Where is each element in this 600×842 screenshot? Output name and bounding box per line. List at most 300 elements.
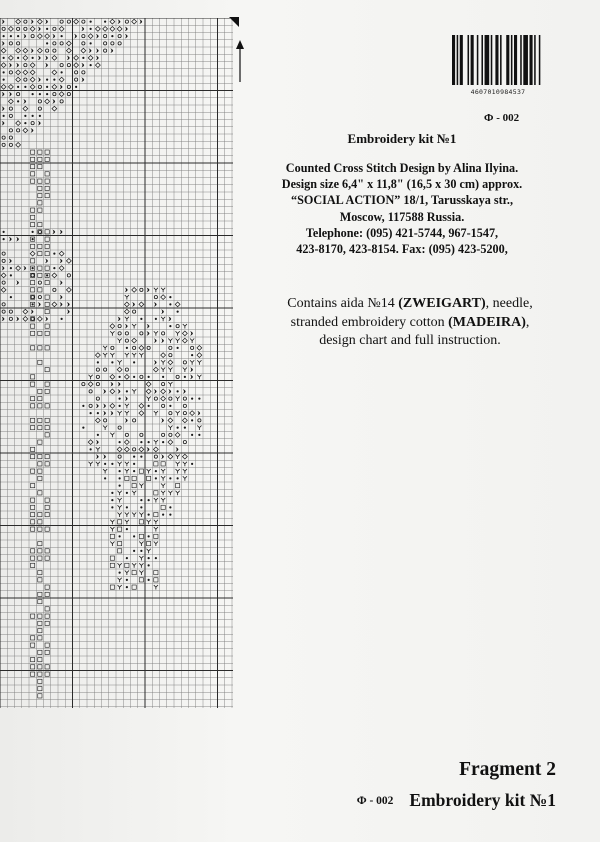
chart-stitch-symbol <box>90 28 92 30</box>
chart-stitch-symbol <box>118 549 122 553</box>
chart-stitch-symbol <box>1 287 6 292</box>
chart-stitch-symbol <box>155 477 157 479</box>
chart-stitch-symbol <box>9 136 12 139</box>
chart-stitch-symbol <box>110 374 115 379</box>
chart-stitch-symbol <box>46 274 48 276</box>
chart-stitch-symbol <box>2 92 5 97</box>
chart-stitch-symbol <box>31 35 34 38</box>
chart-stitch-symbol <box>45 672 49 676</box>
chart-stitch-symbol <box>52 55 57 60</box>
chart-stitch-symbol <box>176 462 180 466</box>
chart-stitch-symbol <box>32 57 34 59</box>
chart-stitch-symbol <box>60 280 63 285</box>
chart-stitch-symbol <box>88 34 93 39</box>
chart-stitch-symbol <box>139 345 144 350</box>
chart-stitch-symbol <box>191 398 193 400</box>
chart-stitch-symbol <box>2 316 5 321</box>
chart-stitch-symbol <box>3 57 5 59</box>
contents-text: Contains aida №14 <box>287 296 399 311</box>
chart-stitch-symbol <box>154 571 158 575</box>
chart-stitch-symbol <box>176 325 179 328</box>
chart-stitch-symbol <box>154 520 158 524</box>
chart-stitch-symbol <box>96 34 99 39</box>
chart-stitch-symbol <box>16 77 21 82</box>
chart-stitch-symbol <box>183 404 186 407</box>
chart-stitch-symbol <box>110 563 114 567</box>
chart-stitch-symbol <box>38 55 41 60</box>
chart-stitch-symbol <box>2 259 5 262</box>
chart-stitch-symbol <box>3 231 5 233</box>
barcode-bar <box>495 35 498 85</box>
chart-stitch-symbol <box>126 557 128 559</box>
chart-stitch-symbol <box>139 19 142 24</box>
chart-stitch-symbol <box>23 34 26 39</box>
chart-stitch-symbol <box>17 129 20 132</box>
chart-stitch-symbol <box>52 34 55 39</box>
chart-stitch-symbol <box>74 55 79 60</box>
chart-stitch-symbol <box>96 48 99 53</box>
contents-line <box>252 314 568 333</box>
chart-stitch-symbol <box>176 339 180 343</box>
chart-stitch-symbol <box>23 106 28 111</box>
chart-stitch-symbol <box>183 441 186 444</box>
chart-stitch-symbol <box>161 469 165 473</box>
chart-stitch-symbol <box>126 579 128 581</box>
chart-stitch-symbol <box>161 476 165 480</box>
chart-stitch-symbol <box>190 367 193 372</box>
chart-stitch-symbol <box>104 419 107 422</box>
brand-madeira: (MADEIRA) <box>448 314 526 330</box>
chart-stitch-symbol <box>45 194 49 198</box>
chart-stitch-symbol <box>125 404 129 408</box>
chart-stitch-symbol <box>197 411 200 416</box>
chart-stitch-symbol <box>3 71 5 73</box>
chart-stitch-symbol <box>31 309 34 314</box>
chart-stitch-symbol <box>45 230 49 234</box>
chart-stitch-symbol <box>32 303 34 305</box>
chart-stitch-symbol <box>124 309 129 314</box>
chart-stitch-symbol <box>9 317 12 320</box>
chart-stitch-symbol <box>96 368 99 371</box>
chart-stitch-symbol <box>133 456 135 458</box>
chart-stitch-symbol <box>119 572 121 574</box>
chart-stitch-symbol <box>118 360 122 364</box>
chart-stitch-symbol <box>61 318 63 320</box>
chart-stitch-symbol <box>52 99 55 104</box>
chart-stitch-symbol <box>104 42 107 45</box>
chart-stitch-symbol <box>32 238 34 240</box>
chart-stitch-symbol <box>38 201 42 205</box>
chart-stitch-symbol <box>17 57 19 59</box>
chart-stitch-symbol <box>16 19 21 24</box>
chart-stitch-symbol <box>38 658 42 662</box>
chart-stitch-symbol <box>82 20 85 23</box>
chart-stitch-symbol <box>125 368 128 371</box>
chart-stitch-symbol <box>154 491 158 495</box>
chart-stitch-symbol <box>45 585 49 589</box>
chart-stitch-symbol <box>154 527 158 531</box>
chart-stitch-symbol <box>38 107 41 110</box>
footer-code: Ф - 002 <box>356 795 394 807</box>
barcode-bar <box>520 35 522 85</box>
chart-stitch-symbol <box>45 150 49 154</box>
chart-stitch-symbol <box>38 77 41 82</box>
chart-stitch-symbol <box>155 318 157 320</box>
chart-stitch-symbol <box>66 287 71 292</box>
chart-stitch-symbol <box>140 550 142 552</box>
chart-stitch-symbol <box>67 20 70 23</box>
chart-stitch-symbol <box>45 643 49 647</box>
chart-stitch-symbol <box>154 331 158 335</box>
chart-stitch-symbol <box>148 557 150 559</box>
chart-stitch-symbol <box>45 665 49 669</box>
chart-stitch-symbol <box>162 514 164 516</box>
chart-stitch-symbol <box>23 266 26 271</box>
cross-stitch-chart-fragment <box>0 18 233 708</box>
chart-stitch-symbol <box>126 390 128 392</box>
chart-stitch-symbol <box>139 520 143 524</box>
chart-stitch-symbol <box>1 84 6 89</box>
chart-stitch-symbol <box>169 405 171 407</box>
chart-stitch-symbol <box>46 79 48 81</box>
chart-stitch-symbol <box>45 621 49 625</box>
chart-stitch-symbol <box>183 412 186 415</box>
chart-stitch-symbol <box>168 418 173 423</box>
chart-stitch-symbol <box>37 48 42 53</box>
chart-stitch-symbol <box>111 361 113 363</box>
chart-stitch-symbol <box>139 403 144 408</box>
chart-stitch-symbol <box>133 448 136 451</box>
barcode-bar <box>457 35 459 85</box>
chart-stitch-symbol <box>125 433 128 436</box>
chart-stitch-symbol <box>45 592 49 596</box>
chart-stitch-symbol <box>198 398 200 400</box>
chart-stitch-symbol <box>132 19 137 24</box>
chart-stitch-symbol <box>59 251 64 256</box>
barcode-bar <box>500 35 502 85</box>
chart-stitch-symbol <box>38 186 42 190</box>
chart-stitch-symbol <box>38 476 42 480</box>
chart-stitch-symbol <box>90 21 92 23</box>
chart-stitch-symbol <box>16 63 19 68</box>
chart-stitch-symbol <box>197 353 202 358</box>
chart-stitch-symbol <box>32 93 34 95</box>
chart-stitch-symbol <box>182 338 187 343</box>
chart-stitch-symbol <box>140 288 143 291</box>
chart-stitch-symbol <box>132 491 136 495</box>
chart-stitch-symbol <box>133 310 136 313</box>
chart-stitch-symbol <box>133 535 135 537</box>
chart-stitch-symbol <box>161 505 165 509</box>
chart-stitch-symbol <box>197 360 201 364</box>
chart-stitch-symbol <box>38 397 42 401</box>
chart-stitch-symbol <box>31 208 35 212</box>
chart-stitch-symbol <box>52 273 57 278</box>
chart-stitch-symbol <box>88 440 93 445</box>
chart-stitch-symbol <box>31 324 35 328</box>
chart-stitch-symbol <box>32 115 34 117</box>
chart-stitch-symbol <box>89 404 92 407</box>
chart-stitch-symbol <box>45 505 49 509</box>
chart-stitch-symbol <box>118 389 121 394</box>
chart-stitch-symbol <box>140 332 143 335</box>
chart-stitch-symbol <box>168 339 172 343</box>
chart-stitch-symbol <box>110 48 113 53</box>
chart-stitch-symbol <box>162 404 165 407</box>
chart-stitch-symbol <box>39 93 41 95</box>
chart-stitch-symbol <box>45 316 48 321</box>
chart-stitch-symbol <box>110 389 115 394</box>
chart-stitch-symbol <box>38 244 42 248</box>
chart-stitch-symbol <box>67 274 70 277</box>
chart-stitch-symbol <box>31 397 35 401</box>
chart-stitch-symbol <box>31 418 35 422</box>
chart-stitch-symbol <box>45 418 49 422</box>
chart-stitch-symbol <box>81 63 84 68</box>
chart-stitch-symbol <box>118 585 122 589</box>
chart-stitch-symbol <box>38 556 42 560</box>
chart-stitch-symbol <box>125 317 129 321</box>
chart-stitch-symbol <box>38 296 41 299</box>
chart-stitch-symbol <box>139 513 143 517</box>
chart-stitch-symbol <box>38 636 42 640</box>
contents-text: , <box>525 314 530 330</box>
chart-stitch-symbol <box>184 376 186 378</box>
chart-stitch-symbol <box>96 375 99 378</box>
chart-stitch-symbol <box>38 629 42 633</box>
chart-stitch-symbol <box>1 273 6 278</box>
chart-stitch-symbol <box>24 86 26 88</box>
chart-stitch-symbol <box>125 34 128 39</box>
chart-stitch-symbol <box>153 367 158 372</box>
chart-stitch-symbol <box>161 295 166 300</box>
chart-stitch-symbol <box>9 129 12 132</box>
chart-stitch-symbol <box>2 266 5 271</box>
chart-stitch-symbol <box>110 324 115 329</box>
chart-stitch-symbol <box>118 426 121 429</box>
chart-stitch-symbol <box>9 63 12 68</box>
chart-stitch-symbol <box>111 346 114 349</box>
chart-stitch-symbol <box>53 288 56 291</box>
chart-stitch-symbol <box>38 542 42 546</box>
chart-stitch-symbol <box>104 49 107 52</box>
chart-stitch-symbol <box>161 309 164 314</box>
chart-stitch-symbol <box>74 34 77 39</box>
chart-stitch-symbol <box>132 324 136 328</box>
chart-stitch-symbol <box>132 287 137 292</box>
chart-stitch-symbol <box>133 463 135 465</box>
chart-stitch-symbol <box>183 469 187 473</box>
chart-stitch-symbol <box>38 266 42 270</box>
chart-stitch-symbol <box>110 26 115 31</box>
chart-stitch-symbol <box>125 339 128 342</box>
chart-stitch-symbol <box>9 237 12 242</box>
chart-stitch-symbol <box>110 585 114 589</box>
chart-stitch-symbol <box>168 440 173 445</box>
chart-stitch-symbol <box>169 346 172 349</box>
chart-stitch-symbol <box>126 586 128 588</box>
chart-stitch-symbol <box>111 35 113 37</box>
chart-stitch-symbol <box>111 506 113 508</box>
chart-stitch-symbol <box>118 491 122 495</box>
chart-stitch-symbol <box>147 324 150 329</box>
chart-stitch-symbol <box>38 520 42 524</box>
chart-stitch-symbol <box>161 396 166 401</box>
chart-stitch-symbol <box>148 376 150 378</box>
chart-stitch-symbol <box>110 382 113 387</box>
chart-stitch-symbol <box>37 19 42 24</box>
chart-stitch-symbol <box>46 28 48 30</box>
chart-stitch-symbol <box>38 85 41 88</box>
chart-stitch-symbol <box>197 345 202 350</box>
chart-stitch-symbol <box>31 179 35 183</box>
chart-stitch-symbol <box>9 258 12 263</box>
footer-kit-name: Embroidery kit №1 <box>409 790 556 810</box>
chart-stitch-symbol <box>38 426 42 430</box>
chart-stitch-symbol <box>125 513 129 517</box>
chart-stitch-symbol <box>16 121 21 126</box>
chart-stitch-symbol <box>183 324 187 328</box>
chart-stitch-symbol <box>125 396 128 401</box>
chart-stitch-symbol <box>147 476 151 480</box>
design-info <box>252 160 552 257</box>
chart-stitch-symbol <box>23 99 26 104</box>
chart-stitch-symbol <box>38 223 42 227</box>
chart-stitch-symbol <box>30 26 35 31</box>
chart-stitch-symbol <box>95 63 100 68</box>
chart-stitch-symbol <box>30 63 35 68</box>
chart-stitch-symbol <box>82 383 85 386</box>
chart-stitch-symbol <box>95 418 100 423</box>
chart-stitch-symbol <box>16 70 21 75</box>
chart-stitch-symbol <box>31 563 35 567</box>
chart-stitch-symbol <box>133 470 135 472</box>
chart-stitch-symbol <box>31 165 35 169</box>
chart-stitch-symbol <box>119 470 121 472</box>
chart-stitch-symbol <box>177 347 179 349</box>
chart-stitch-symbol <box>60 258 63 263</box>
chart-stitch-symbol <box>147 447 150 452</box>
chart-stitch-symbol <box>118 498 122 502</box>
chart-stitch-symbol <box>154 296 157 299</box>
chart-stitch-symbol <box>39 115 41 117</box>
chart-stitch-symbol <box>175 302 180 307</box>
chart-stitch-symbol <box>45 34 50 39</box>
chart-stitch-symbol <box>140 318 142 320</box>
chart-stitch-symbol <box>182 331 187 336</box>
chart-stitch-symbol <box>38 687 42 691</box>
chart-stitch-symbol <box>161 484 165 488</box>
chart-stitch-symbol <box>24 64 27 67</box>
chart-stitch-symbol <box>148 579 150 581</box>
chart-stitch-symbol <box>125 332 128 335</box>
chart-stitch-symbol <box>52 229 55 234</box>
chart-stitch-symbol <box>66 258 71 263</box>
kit-title: Embroidery kit №1 <box>347 131 457 146</box>
chart-stitch-symbol <box>139 571 143 575</box>
chart-stitch-symbol <box>111 499 113 501</box>
chart-stitch-symbol <box>154 411 158 415</box>
chart-stitch-symbol <box>90 64 92 66</box>
chart-stitch-symbol <box>45 258 48 263</box>
chart-stitch-symbol <box>183 389 186 394</box>
chart-stitch-symbol <box>191 463 193 465</box>
chart-stitch-symbol <box>31 157 35 161</box>
chart-stitch-symbol <box>125 411 129 415</box>
chart-stitch-symbol <box>31 150 35 154</box>
chart-stitch-symbol <box>169 514 171 516</box>
chart-stitch-symbol <box>154 578 158 582</box>
chart-stitch-symbol <box>38 331 42 335</box>
chart-stitch-symbol <box>45 368 49 372</box>
chart-stitch-symbol <box>31 375 35 379</box>
chart-stitch-symbol <box>148 564 150 566</box>
chart-stitch-symbol <box>30 70 35 75</box>
chart-stitch-symbol <box>38 549 42 553</box>
kit-contents <box>252 295 568 351</box>
chart-stitch-symbol <box>183 361 186 364</box>
barcode-bar <box>481 35 483 85</box>
chart-stitch-symbol <box>38 679 42 683</box>
chart-stitch-symbol <box>31 331 35 335</box>
chart-stitch-symbol <box>148 405 150 407</box>
chart-stitch-symbol <box>8 26 13 31</box>
chart-stitch-symbol <box>126 347 128 349</box>
chart-stitch-symbol <box>2 281 5 284</box>
chart-stitch-symbol <box>132 353 136 357</box>
chart-stitch-symbol <box>161 288 165 292</box>
chart-stitch-symbol <box>16 316 19 321</box>
chart-stitch-symbol <box>45 426 49 430</box>
chart-stitch-symbol <box>31 172 35 176</box>
chart-stitch-symbol <box>162 376 164 378</box>
chart-stitch-symbol <box>176 447 179 452</box>
chart-stitch-symbol <box>38 455 42 459</box>
chart-stitch-symbol <box>45 549 49 553</box>
chart-stitch-symbol <box>31 636 35 640</box>
chart-stitch-symbol <box>24 27 27 30</box>
chart-stitch-symbol <box>38 302 41 307</box>
chart-stitch-symbol <box>118 42 121 45</box>
chart-stitch-symbol <box>38 404 42 408</box>
chart-stitch-symbol <box>97 412 99 414</box>
chart-stitch-symbol <box>139 411 144 416</box>
chart-stitch-symbol <box>31 498 35 502</box>
chart-stitch-symbol <box>103 469 107 473</box>
chart-stitch-symbol <box>60 42 63 45</box>
chart-stitch-symbol <box>9 92 12 97</box>
barcode-bar <box>511 35 513 85</box>
chart-stitch-symbol <box>10 296 12 298</box>
chart-stitch-symbol <box>168 426 172 430</box>
chart-stitch-symbol <box>45 55 48 60</box>
chart-stitch-symbol <box>132 585 136 589</box>
chart-stitch-symbol <box>88 55 93 60</box>
chart-stitch-symbol <box>9 71 12 74</box>
chart-stitch-symbol <box>139 556 143 560</box>
chart-stitch-symbol <box>176 411 180 415</box>
chart-stitch-symbol <box>169 412 172 415</box>
chart-stitch-symbol <box>52 106 57 111</box>
chart-stitch-symbol <box>38 527 42 531</box>
chart-stitch-symbol <box>125 20 128 23</box>
info-line: Telephone: (095) 421-5744, 967-1547, <box>305 225 499 240</box>
chart-stitch-symbol <box>61 35 63 37</box>
chart-stitch-symbol <box>118 462 122 466</box>
chart-stitch-symbol <box>140 456 142 458</box>
chart-stitch-symbol <box>161 454 164 459</box>
chart-stitch-symbol <box>31 658 35 662</box>
